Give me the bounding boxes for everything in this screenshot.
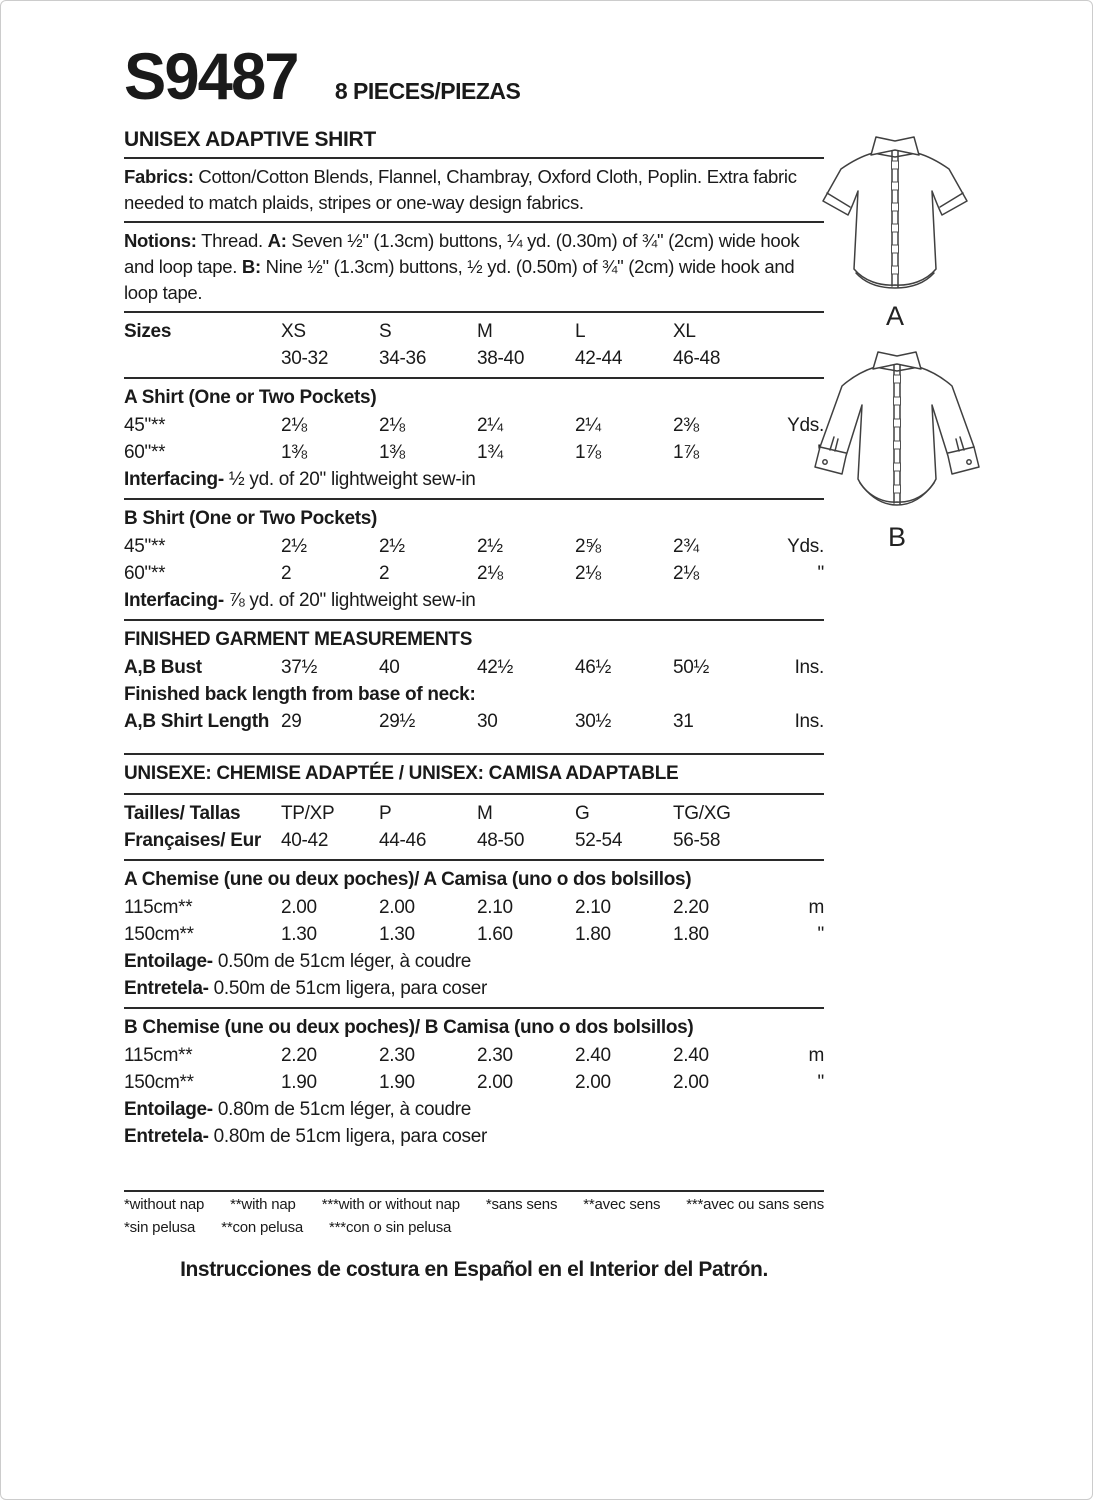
- size-range: 44-46: [379, 830, 427, 851]
- yardage-cell: 2: [379, 563, 390, 584]
- measurement-row: [124, 654, 824, 681]
- view-a-label: A: [885, 301, 904, 331]
- divider: [124, 221, 824, 223]
- yardage-cell: 1¾: [477, 442, 503, 463]
- yardage-cell: 2⅝: [575, 536, 601, 557]
- metrage-cell: 2.40: [575, 1045, 611, 1066]
- yardage-cell: 2¼: [575, 415, 601, 436]
- metrage-cell: 1.60: [477, 924, 513, 945]
- yardage-cell: 2¼: [477, 415, 503, 436]
- yardage-cell: 2½: [379, 536, 405, 557]
- intl-sizes-header-row: [124, 800, 824, 827]
- divider: [124, 619, 824, 621]
- metrage-cell: 2.00: [379, 897, 415, 918]
- notions-intro: Thread.: [196, 230, 268, 251]
- size-name: G: [575, 803, 590, 824]
- header: [124, 41, 824, 115]
- notions-label: Notions:: [124, 230, 197, 251]
- footnote: *sans sens: [485, 1196, 558, 1213]
- entoilage-line: [124, 948, 824, 975]
- measurement-cell: 29: [281, 711, 302, 732]
- measurement-cell: 46½: [575, 657, 612, 678]
- unit-cell: m: [808, 897, 824, 918]
- divider: [124, 377, 824, 379]
- size-range: 40-42: [281, 830, 329, 851]
- metrage-cell: 2.40: [673, 1045, 709, 1066]
- yardage-cell: 2⅛: [673, 563, 699, 584]
- shirt-b-line-drawing: [812, 347, 982, 515]
- footnote: **con pelusa: [221, 1219, 304, 1236]
- spanish-instructions-note: Instrucciones de costura en Español en el Interior del Patrón.: [180, 1258, 768, 1281]
- row-label: 45"**: [124, 536, 166, 557]
- section-a-heading: A Shirt (One or Two Pockets): [124, 387, 377, 408]
- yardage-cell: 2½: [477, 536, 503, 557]
- footnote: ***avec ou sans sens: [686, 1196, 825, 1213]
- row-label: 150cm**: [124, 924, 194, 945]
- intl-eur-label: Françaises/ Eur: [124, 830, 262, 851]
- view-a-illustration: [819, 129, 971, 331]
- unit-cell: Ins.: [794, 711, 824, 732]
- interfacing-text: ½ yd. of 20" lightweight sew-in: [223, 469, 476, 490]
- sizes-header-row: [124, 318, 824, 345]
- intl-section-a-heading: A Chemise (une ou deux poches)/ A Camisa (uno o dos bolsillos): [124, 869, 692, 890]
- main-content: [124, 41, 824, 1282]
- size-name: TP/XP: [281, 803, 335, 824]
- yardage-cell: 2¾: [673, 536, 699, 557]
- unit-cell: m: [808, 1045, 824, 1066]
- row-label: 60"**: [124, 442, 166, 463]
- view-b-label: B: [887, 522, 906, 552]
- yardage-cell: 2⅛: [477, 563, 503, 584]
- interfacing-text: ⅞ yd. of 20" lightweight sew-in: [223, 590, 476, 611]
- size-range: 48-50: [477, 830, 525, 851]
- yardage-cell: 2⅜: [673, 415, 699, 436]
- footnote: *sin pelusa: [124, 1219, 196, 1236]
- interfacing-line: [124, 466, 824, 493]
- entoilage-line: [124, 1096, 824, 1123]
- divider: [124, 753, 824, 755]
- unit-cell: Yds.: [787, 536, 824, 557]
- row-label: A,B Bust: [124, 657, 202, 678]
- footnotes-line-2: [124, 1218, 824, 1238]
- measurement-cell: 50½: [673, 657, 710, 678]
- size-range: 56-58: [673, 830, 721, 851]
- size-range: 46-48: [673, 348, 721, 369]
- divider: [124, 793, 824, 795]
- yardage-row: [124, 533, 824, 560]
- shirt-a-line-drawing: [820, 129, 970, 294]
- yardage-cell: 1⅞: [575, 442, 601, 463]
- metrage-cell: 1.90: [379, 1072, 415, 1093]
- entoilage-label: Entoilage-: [124, 951, 213, 972]
- size-name: P: [379, 803, 392, 824]
- size-range: 38-40: [477, 348, 525, 369]
- view-b-illustration: [811, 347, 983, 552]
- measurement-cell: 40: [379, 657, 400, 678]
- measurement-cell: 30½: [575, 711, 612, 732]
- size-range: 34-36: [379, 348, 427, 369]
- yardage-row: [124, 439, 824, 466]
- notions-a-text: Seven ½" (1.3cm) buttons, ¼ yd. (0.30m) of ¾" (2cm) wide hook and loop tape.: [124, 230, 805, 277]
- metrage-cell: 2.00: [575, 1072, 611, 1093]
- size-name: XS: [281, 321, 306, 342]
- divider: [124, 498, 824, 500]
- footnote: **avec sens: [583, 1196, 661, 1213]
- section-b-heading: B Shirt (One or Two Pockets): [124, 508, 378, 529]
- entoilage-label: Entoilage-: [124, 1099, 213, 1120]
- unit-cell: ": [817, 563, 824, 584]
- unit-cell: Yds.: [787, 415, 824, 436]
- unit-cell: Ins.: [794, 657, 824, 678]
- yardage-cell: 2½: [281, 536, 307, 557]
- yardage-cell: 1⅞: [673, 442, 699, 463]
- metrage-cell: 2.10: [477, 897, 513, 918]
- entretela-text: 0.80m de 51cm ligera, para coser: [208, 1126, 488, 1147]
- divider: [124, 859, 824, 861]
- unit-cell: ": [817, 1072, 824, 1093]
- size-range: 42-44: [575, 348, 623, 369]
- size-name: M: [477, 803, 493, 824]
- size-range: 30-32: [281, 348, 329, 369]
- fabrics-label: Fabrics:: [124, 166, 194, 187]
- size-name: M: [477, 321, 493, 342]
- measurement-cell: 31: [673, 711, 694, 732]
- notions-paragraph: [124, 228, 824, 306]
- metrage-cell: 1.80: [575, 924, 611, 945]
- entretela-label: Entretela-: [124, 1126, 209, 1147]
- entretela-line: [124, 1123, 824, 1150]
- size-range: 52-54: [575, 830, 623, 851]
- back-length-note: Finished back length from base of neck:: [124, 684, 476, 705]
- metrage-cell: 1.80: [673, 924, 709, 945]
- interfacing-label: Interfacing-: [124, 469, 224, 490]
- metrage-cell: 1.90: [281, 1072, 317, 1093]
- metrage-cell: 2.00: [281, 897, 317, 918]
- yardage-row: [124, 560, 824, 587]
- entretela-line: [124, 975, 824, 1002]
- interfacing-label: Interfacing-: [124, 590, 224, 611]
- yardage-cell: 2⅛: [575, 563, 601, 584]
- notions-b-text: Nine ½" (1.3cm) buttons, ½ yd. (0.50m) of ¾" (2cm) wide hook and loop tape.: [124, 256, 800, 303]
- metrage-cell: 2.20: [281, 1045, 317, 1066]
- divider: [124, 1190, 824, 1192]
- metrage-cell: 2.20: [673, 897, 709, 918]
- sizes-label: Sizes: [124, 321, 172, 342]
- fabrics-paragraph: [124, 164, 824, 216]
- row-label: 115cm**: [124, 897, 193, 918]
- pieces-count: 8 PIECES/PIEZAS: [334, 78, 521, 104]
- entoilage-text: 0.80m de 51cm léger, à coudre: [212, 1099, 472, 1120]
- row-label: 115cm**: [124, 1045, 193, 1066]
- yardage-row: [124, 412, 824, 439]
- yardage-cell: 2: [281, 563, 292, 584]
- fabrics-text: Cotton/Cotton Blends, Flannel, Chambray, Oxford Cloth, Poplin. Extra fabric needed to match plaids, stripes or one-way design fabrics.: [124, 166, 802, 213]
- interfacing-line: [124, 587, 824, 614]
- divider: [124, 311, 824, 313]
- divider: [124, 157, 824, 159]
- metrage-row: [124, 921, 824, 948]
- intl-section-b-heading: B Chemise (une ou deux poches)/ B Camisa (uno o dos bolsillos): [124, 1017, 694, 1038]
- metrage-cell: 2.00: [673, 1072, 709, 1093]
- measurement-row: [124, 708, 824, 735]
- notions-a-label: A:: [267, 230, 287, 251]
- row-label: A,B Shirt Length: [124, 711, 270, 732]
- footnote: ***with or without nap: [321, 1196, 460, 1213]
- measurement-cell: 37½: [281, 657, 318, 678]
- metrage-row: [124, 894, 824, 921]
- footnote: ***con o sin pelusa: [329, 1219, 452, 1236]
- intl-size-ranges-row: [124, 827, 824, 854]
- pattern-number: S9487: [124, 39, 298, 113]
- intl-sizes-label: Tailles/ Tallas: [124, 803, 241, 824]
- metrage-cell: 2.00: [477, 1072, 513, 1093]
- metrage-cell: 1.30: [281, 924, 317, 945]
- footnotes-line-1: [124, 1195, 824, 1215]
- metrage-row: [124, 1042, 824, 1069]
- divider: [124, 1007, 824, 1009]
- row-label: 150cm**: [124, 1072, 194, 1093]
- row-label: 60"**: [124, 563, 166, 584]
- size-ranges-row: [124, 345, 824, 372]
- notions-b-label: B:: [241, 256, 261, 277]
- footnote: *without nap: [124, 1196, 205, 1213]
- intl-heading: UNISEXE: CHEMISE ADAPTÉE / UNISEX: CAMISA ADAPTABLE: [124, 763, 679, 784]
- measurement-cell: 30: [477, 711, 498, 732]
- yardage-cell: 2⅛: [379, 415, 405, 436]
- metrage-cell: 2.10: [575, 897, 611, 918]
- footnotes-french: [486, 1195, 824, 1215]
- finished-heading: FINISHED GARMENT MEASUREMENTS: [124, 629, 473, 650]
- yardage-cell: 1⅜: [281, 442, 307, 463]
- garment-title: UNISEX ADAPTIVE SHIRT: [124, 128, 376, 151]
- metrage-row: [124, 1069, 824, 1096]
- yardage-cell: 2⅛: [281, 415, 307, 436]
- entretela-label: Entretela-: [124, 978, 209, 999]
- entretela-text: 0.50m de 51cm ligera, para coser: [208, 978, 488, 999]
- metrage-cell: 2.30: [477, 1045, 513, 1066]
- size-name: S: [379, 321, 392, 342]
- size-name: L: [575, 321, 586, 342]
- metrage-cell: 1.30: [379, 924, 415, 945]
- size-name: TG/XG: [673, 803, 731, 824]
- footnote: **with nap: [230, 1196, 296, 1213]
- measurement-cell: 29½: [379, 711, 416, 732]
- size-name: XL: [673, 321, 696, 342]
- measurement-cell: 42½: [477, 657, 514, 678]
- metrage-cell: 2.30: [379, 1045, 415, 1066]
- unit-cell: ": [817, 924, 824, 945]
- yardage-cell: 1⅜: [379, 442, 405, 463]
- row-label: 45"**: [124, 415, 166, 436]
- entoilage-text: 0.50m de 51cm léger, à coudre: [212, 951, 472, 972]
